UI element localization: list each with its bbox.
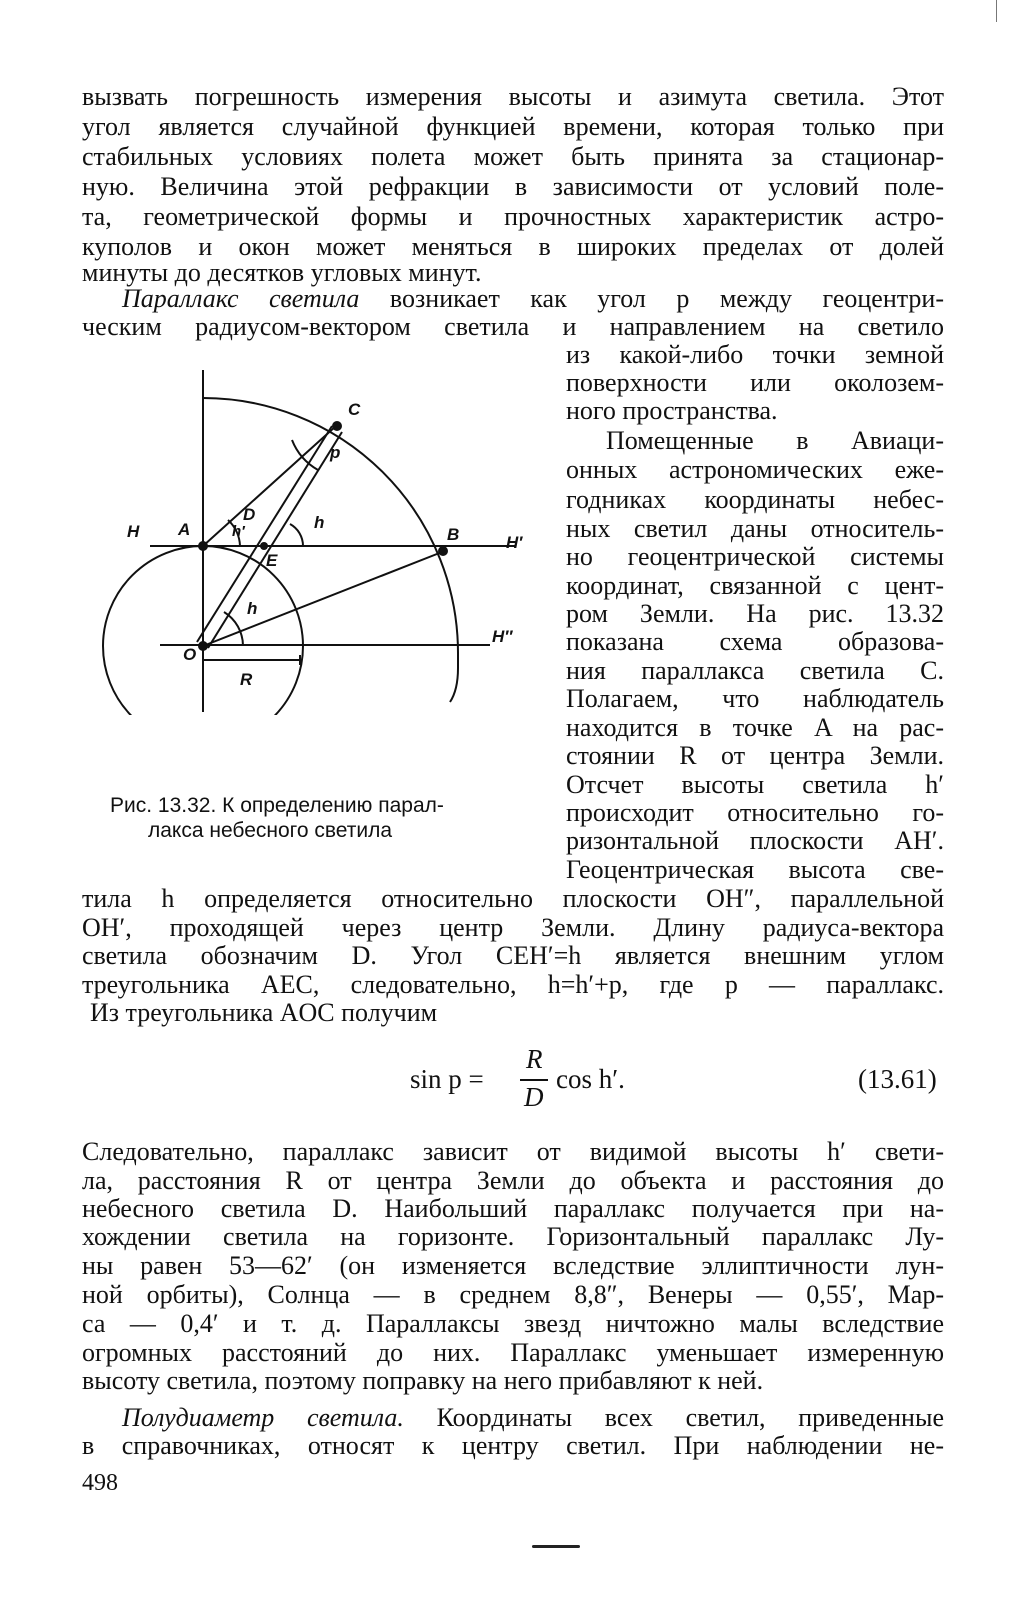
figure-caption-line2: лакса небесного светила [148,819,393,842]
text-line: стабильных условиях полета может быть принята за стационар- [82,142,944,171]
text-line: минуты до десятков угловых минут. [82,258,482,287]
label-R: R [240,670,253,689]
label-h-outer: h [314,513,325,532]
semidiameter-para-line1 [122,1403,944,1433]
page-number: 498 [82,1470,118,1496]
semidiameter-term: Полудиаметр светила. [122,1403,404,1432]
label-h-inner: h [247,599,258,618]
parallax-para-line1 [122,284,944,314]
side-text-line: Геоцентрическая высота све- [566,855,944,884]
text-line: OH′, проходящей через центр Земли. Длину радиуса-вектора [82,913,944,942]
text-line: ную. Величина этой рефракции в зависимости от условий поле- [82,172,944,201]
label-H-prime: H′ [506,533,523,552]
equation-denominator: D [524,1082,544,1112]
side-text-line: Отсчет высоты светила h′ [566,770,944,799]
label-h-prime: h′ [232,523,245,540]
parallax-term: Параллакс светила [122,284,360,313]
equation-numerator: R [526,1044,543,1074]
side-text-line: ром Земли. На рис. 13.32 [566,599,944,628]
text-line: Из треугольника AOC получим [90,998,438,1027]
equation-number: (13.61) [858,1064,937,1094]
side-text-line: но геоцентрической системы [566,542,944,571]
angle-arc-h [290,524,303,546]
side-text-line: координат, связанной с цент- [566,571,944,600]
side-text-line: стоянии R от центра Земли. [566,741,944,770]
label-H: H [127,522,140,541]
label-p: p [330,443,341,462]
label-E: E [266,551,278,570]
edge-mark [996,0,997,22]
semidiameter-line1-rest: Координаты всех светил, приведенные [403,1403,944,1432]
text-line: ной орбиты), Солнца — в среднем 8,8″, Венеры — 0,55′, Мар- [82,1280,944,1309]
text-line: светила обозначим D. Угол CEH′=h является внешним углом [82,941,944,970]
text-line: вызвать погрешность измерения высоты и азимута светила. Этот [82,82,944,111]
label-D: D [243,505,256,524]
text-line: са — 0,4′ и т. д. Параллаксы звезд ничтожно малы вследствие [82,1309,944,1338]
parallax-line1-rest: возникает как угол p между геоцентри- [359,284,945,313]
parallax-para-line2: ческим радиусом-вектором светила и направлением на светило [82,312,944,341]
side-text-line: показана схема образова- [566,627,944,656]
point-O [198,641,208,651]
text-line: куполов и окон может меняться в широких пределах от долей [82,232,944,261]
side-text-line: поверхности или околозем- [566,368,944,397]
side-text-line: ных светил даны относитель- [566,514,944,543]
side-text-line: Полагаем, что наблюдатель [566,684,944,713]
equation-lhs: sin p = [410,1064,484,1094]
ink-smudge [532,1545,580,1548]
side-text-line: находится в точке A на рас- [566,713,944,742]
text-line: тила h определяется относительно плоскости OH″, параллельной [82,884,944,913]
side-text-line: ного пространства. [566,396,778,425]
text-line: ла, расстояния R от центра Земли до объекта и расстояния до [82,1166,944,1195]
text-line: Следовательно, параллакс зависит от видимой высоты h′ свети- [82,1137,944,1166]
text-line: высоту светила, поэтому поправку на него прибавляют к ней. [82,1366,764,1395]
fraction-bar [520,1079,548,1081]
side-text-line: годниках координаты небес- [566,485,944,514]
side-text-line: онных астрономических еже- [566,455,944,484]
figure-caption-line1: Рис. 13.32. К определению парал- [110,794,444,817]
point-C [332,421,342,431]
point-B [438,546,448,556]
side-text-line: происходит относительно го- [566,798,944,827]
point-A [198,541,208,551]
parallax-diagram [100,355,540,715]
label-A: A [178,520,191,539]
side-text-line: ния параллакса светила C. [566,656,944,685]
text-line: хождении светила на горизонте. Горизонтальный параллакс Лу- [82,1222,944,1251]
side-text-line: из какой-либо точки земной [566,340,944,369]
side-text-line: Помещенные в Авиаци- [606,426,944,455]
label-B: B [447,525,460,544]
text-line: та, геометрической формы и прочностных характеристик астро- [82,202,944,231]
label-O: O [183,645,197,664]
text-line: огромных расстояний до них. Параллакс уменьшает измеренную [82,1338,944,1367]
point-E [260,542,268,550]
text-line: ны равен 53—62′ (он изменяется вследствие эллиптичности лун- [82,1251,944,1280]
equation-13-61 [410,1042,670,1112]
equation-rhs: cos h′. [556,1064,625,1094]
semidiameter-para-line2: в справочниках, относят к центру светил. При наблюдении не- [82,1431,944,1460]
label-H-double-prime: H″ [492,627,513,646]
side-text-line: ризонтальной плоскости AH′. [566,826,944,855]
text-line: угол является случайной функцией времени, которая только при [82,112,944,141]
label-C: C [348,400,361,419]
text-line: треугольника AEC, следовательно, h=h′+p, где p — параллакс. [82,970,944,999]
text-line: небесного светила D. Наибольший параллакс получается при на- [82,1194,944,1223]
